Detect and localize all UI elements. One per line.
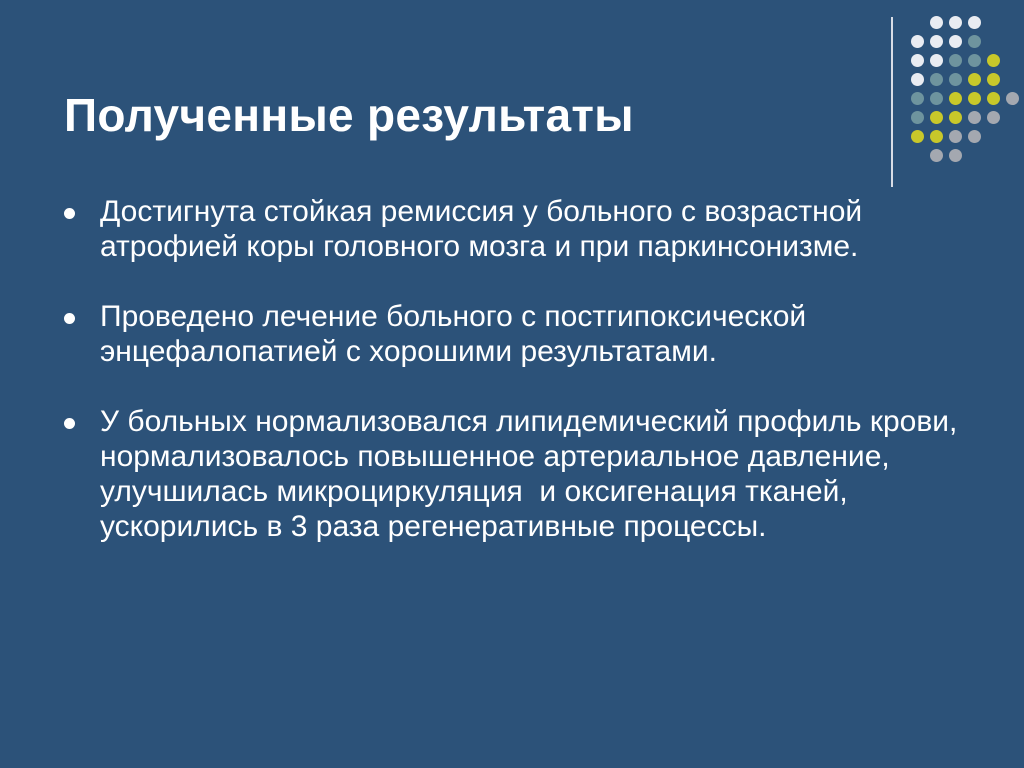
bullet-item [60, 404, 980, 544]
decorative-dot [968, 73, 981, 86]
decorative-dot [911, 130, 924, 143]
decorative-dot [987, 54, 1000, 67]
decorative-dot [911, 54, 924, 67]
decorative-dot [930, 130, 943, 143]
bullet-point-icon [64, 208, 75, 219]
decorative-dot [968, 111, 981, 124]
decorative-dot [911, 92, 924, 105]
title-divider-line [891, 17, 893, 187]
decorative-dot [968, 92, 981, 105]
decorative-dot [968, 54, 981, 67]
decorative-dot [987, 111, 1000, 124]
bullet-item [60, 194, 980, 264]
bullet-point-icon [64, 418, 75, 429]
decorative-dot [930, 111, 943, 124]
bullet-text: У больных нормализовался липидемический профиль крови, нормализовалось повышенное артериальное давление, улучшилась микроциркуляция и оксигенация тканей, ускорились в 3 раза регенеративные процессы. [100, 405, 966, 543]
decorative-dot [911, 73, 924, 86]
bullet-text: Достигнута стойкая ремиссия у больного с возрастной атрофией коры головного мозга и при паркинсонизме. [100, 195, 871, 263]
decorative-dot [930, 73, 943, 86]
decorative-dot [968, 35, 981, 48]
decorative-dot [930, 149, 943, 162]
decorative-dot [930, 35, 943, 48]
decorative-dot [949, 111, 962, 124]
bullet-point-icon [64, 313, 75, 324]
decorative-dot [930, 92, 943, 105]
decorative-dot [1006, 92, 1019, 105]
bullet-text: Проведено лечение больного с постгипоксической энцефалопатией с хорошими результатами. [100, 300, 815, 368]
decorative-dot [987, 73, 1000, 86]
decorative-dot [930, 16, 943, 29]
slide-title: Полученные результаты [64, 89, 634, 141]
decorative-dot [930, 54, 943, 67]
decorative-dot [911, 35, 924, 48]
decorative-dot [949, 54, 962, 67]
decorative-dot [949, 149, 962, 162]
decorative-dot [949, 16, 962, 29]
decorative-dot [968, 130, 981, 143]
decorative-dot [949, 92, 962, 105]
decorative-dot [987, 92, 1000, 105]
decorative-dot [949, 130, 962, 143]
bullet-list [60, 194, 980, 579]
decorative-dot [949, 73, 962, 86]
decorative-dot [968, 16, 981, 29]
decorative-dot [949, 35, 962, 48]
decorative-dot [911, 111, 924, 124]
bullet-item [60, 299, 980, 369]
